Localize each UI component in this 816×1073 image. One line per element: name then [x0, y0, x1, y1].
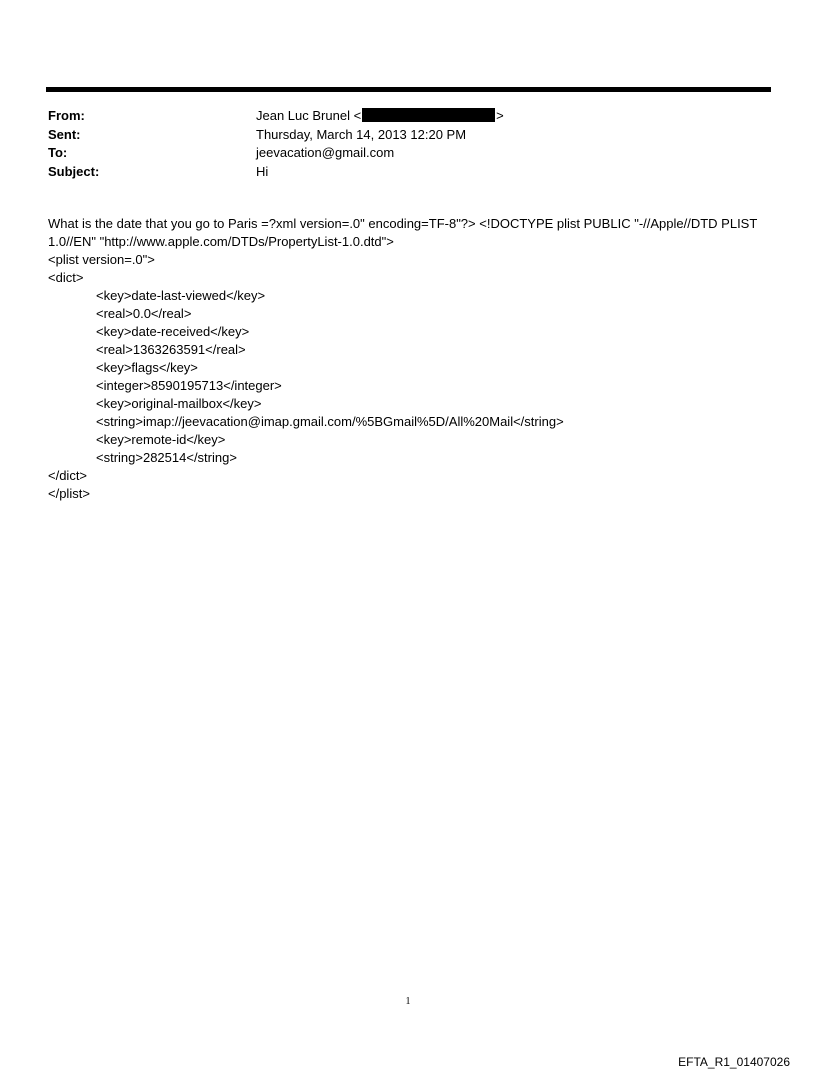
from-sender-name: Jean Luc Brunel < — [256, 108, 362, 123]
header-divider — [46, 87, 771, 92]
body-line: What is the date that you go to Paris =?xml version=.0" encoding=TF-8"?> <!DOCTYPE plist PUBLIC "-//Apple//DTD PLIST — [48, 216, 758, 231]
body-line: <key>date-last-viewed</key> — [96, 288, 266, 303]
to-value: jeevacation@gmail.com — [256, 145, 395, 160]
sent-value: Thursday, March 14, 2013 12:20 PM — [256, 126, 467, 142]
email-body — [48, 215, 773, 503]
body-line: <real>1363263591</real> — [96, 342, 246, 357]
body-line: <dict> — [48, 270, 84, 285]
body-line: </dict> — [48, 468, 88, 483]
from-row — [48, 107, 768, 126]
body-line: <plist version=.0"> — [48, 252, 155, 267]
from-label: From: — [48, 108, 85, 123]
email-header — [48, 107, 768, 181]
sent-row — [48, 126, 768, 145]
from-value-suffix: > — [496, 108, 504, 123]
body-line: <key>date-received</key> — [96, 324, 250, 339]
body-line: <integer>8590195713</integer> — [96, 378, 282, 393]
subject-label: Subject: — [48, 163, 100, 179]
to-label: To: — [48, 145, 68, 160]
body-line: <real>0.0</real> — [96, 306, 192, 321]
page-number: 1 — [405, 996, 411, 1007]
redaction-bar — [362, 108, 495, 122]
subject-value: Hi — [256, 163, 269, 179]
body-line: <string>282514</string> — [96, 450, 237, 465]
document-id: EFTA_R1_01407026 — [678, 1055, 790, 1069]
to-row — [48, 144, 768, 163]
sent-label: Sent: — [48, 126, 81, 142]
subject-row — [48, 163, 768, 182]
from-value — [256, 107, 504, 125]
body-line: 1.0//EN" "http://www.apple.com/DTDs/PropertyList-1.0.dtd"> — [48, 234, 394, 249]
body-line: <key>flags</key> — [96, 360, 198, 375]
body-line: </plist> — [48, 486, 90, 501]
body-line: <key>original-mailbox</key> — [96, 396, 262, 411]
body-line: <string>imap://jeevacation@imap.gmail.com/%5BGmail%5D/All%20Mail</string> — [96, 414, 564, 429]
body-line: <key>remote-id</key> — [96, 432, 226, 447]
